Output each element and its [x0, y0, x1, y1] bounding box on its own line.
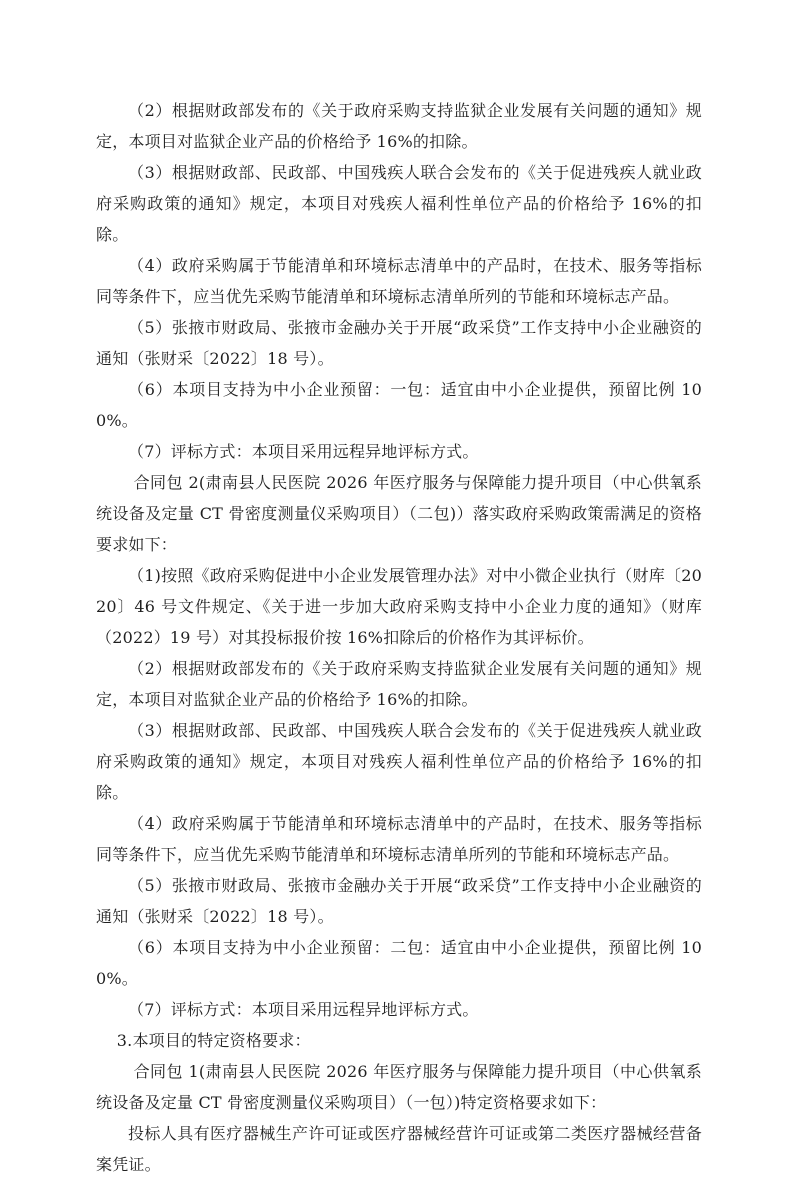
policy-item-zhengcaidai-notice: （5）张掖市财政局、张掖市金融办关于开展“政采贷”工作支持中小企业融资的通知（张财采〔2022〕18 号）。 [96, 318, 702, 368]
contract-package2-heading: 合同包 2(肃南县人民医院 2026 年医疗服务与保障能力提升项目（中心供氧系统设备及定量 CT 骨密度测量仪采购项目）（二包)）落实政府采购政策需满足的资格要求如下： [96, 473, 702, 554]
package1-specific-requirement: 投标人具有医疗器械生产许可证或医疗器械经营许可证或第二类医疗器械经营备案凭证。 [96, 1124, 702, 1174]
policy-item-prison-discount: （2）根据财政部发布的《关于政府采购支持监狱企业发展有关问题的通知》规定，本项目对监狱企业产品的价格给予 16%的扣除。 [96, 101, 702, 151]
contract-package1-specific-heading: 合同包 1(肃南县人民医院 2026 年医疗服务与保障能力提升项目（中心供氧系统设备及定量 CT 骨密度测量仪采购项目）（一包）)特定资格要求如下： [96, 1062, 702, 1112]
policy-item-zhengcaidai-notice-pkg2: （5）张掖市财政局、张掖市金融办关于开展“政采贷”工作支持中小企业融资的通知（张财采〔2022〕18 号）。 [96, 876, 702, 926]
document-body [96, 95, 702, 1180]
policy-item-disabled-welfare-discount: （3）根据财政部、民政部、中国残疾人联合会发布的《关于促进残疾人就业政府采购政策的通知》规定，本项目对残疾人福利性单位产品的价格给予 16%的扣除。 [96, 163, 702, 244]
section3-specific-qualification-heading: 3.本项目的特定资格要求： [116, 1031, 311, 1050]
policy-item-sme-reservation-pkg1: （6）本项目支持为中小企业预留：一包：适宜由中小企业提供，预留比例 100%。 [96, 380, 702, 430]
policy-item-energy-saving-priority-pkg2: （4）政府采购属于节能清单和环境标志清单中的产品时，在技术、服务等指标同等条件下，应当优先采购节能清单和环境标志清单所列的节能和环境标志产品。 [96, 814, 702, 864]
policy-item-sme-price-deduction-pkg2: （1)按照《政府采购促进中小企业发展管理办法》对中小微企业执行（财库〔2020〕46 号文件规定、《关于进一步加大政府采购支持中小企业力度的通知》（财库（2022）19 号）对其投标报价按 16%扣除后的价格作为其评标价。 [96, 566, 702, 647]
policy-item-disabled-welfare-discount-pkg2: （3）根据财政部、民政部、中国残疾人联合会发布的《关于促进残疾人就业政府采购政策的通知》规定，本项目对残疾人福利性单位产品的价格给予 16%的扣除。 [96, 721, 702, 802]
policy-item-evaluation-method-pkg2: （7）评标方式：本项目采用远程异地评标方式。 [128, 1000, 479, 1019]
policy-item-energy-saving-priority: （4）政府采购属于节能清单和环境标志清单中的产品时，在技术、服务等指标同等条件下，应当优先采购节能清单和环境标志清单所列的节能和环境标志产品。 [96, 256, 702, 306]
policy-item-evaluation-method-pkg1: （7）评标方式：本项目采用远程异地评标方式。 [128, 442, 479, 461]
policy-item-prison-discount-pkg2: （2）根据财政部发布的《关于政府采购支持监狱企业发展有关问题的通知》规定，本项目对监狱企业产品的价格给予 16%的扣除。 [96, 659, 702, 709]
policy-item-sme-reservation-pkg2: （6）本项目支持为中小企业预留：二包：适宜由中小企业提供，预留比例 100%。 [96, 938, 702, 988]
